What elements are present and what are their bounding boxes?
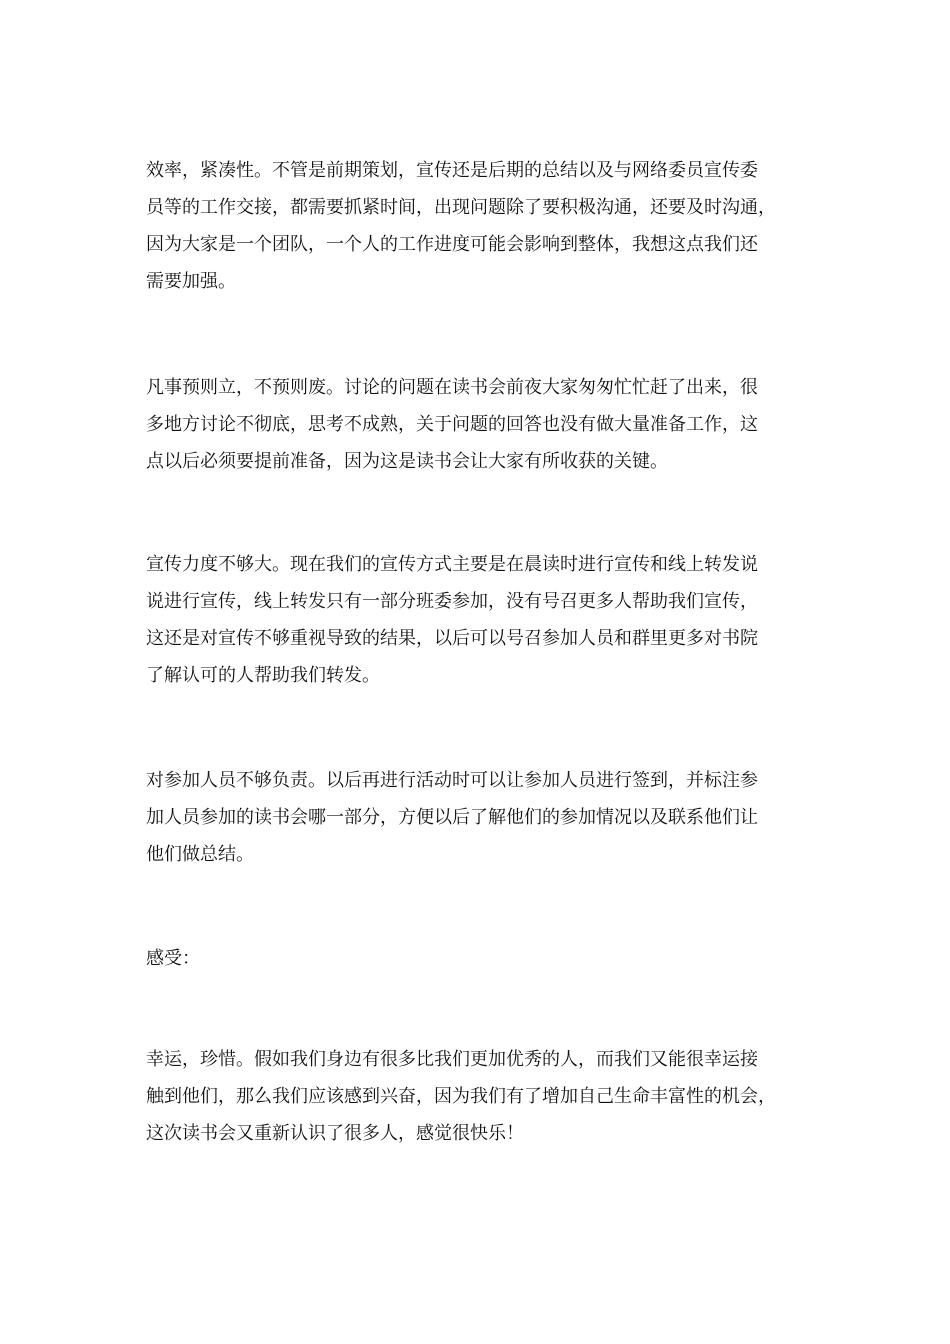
text-line: 幸运，珍惜。假如我们身边有很多比我们更加优秀的人，而我们又能很幸运接 [146,1049,758,1070]
text-line: 需要加强。 [146,271,236,292]
paragraph-responsibility [146,762,818,873]
text-line: 这次读书会又重新认识了很多人，感觉很快乐！ [146,1123,524,1144]
text-line: 因为大家是一个团队，一个人的工作进度可能会影响到整体，我想这点我们还 [146,234,758,255]
text-line: 说进行宣传，线上转发只有一部分班委参加，没有号召更多人帮助我们宣传， [146,591,758,612]
section-heading-feelings [146,940,818,977]
text-line: 加人员参加的读书会哪一部分，方便以后了解他们的参加情况以及联系他们让 [146,807,758,828]
text-line: 效率，紧凑性。不管是前期策划，宣传还是后期的总结以及与网络委员宣传委 [146,160,758,181]
text-line: 这还是对宣传不够重视导致的结果，以后可以号召参加人员和群里更多对书院 [146,628,758,649]
paragraph-preparation [146,369,818,480]
text-line: 点以后必须要提前准备，因为这是读书会让大家有所收获的关键。 [146,451,668,472]
paragraph-fortune [146,1041,818,1152]
text-line: 他们做总结。 [146,844,254,865]
text-line: 了解认可的人帮助我们转发。 [146,665,380,686]
paragraph-efficiency [146,152,818,300]
text-line: 员等的工作交接，都需要抓紧时间，出现问题除了要积极沟通，还要及时沟通， [146,197,776,218]
text-line: 多地方讨论不彻底，思考不成熟，关于问题的回答也没有做大量准备工作，这 [146,414,758,435]
paragraph-publicity [146,546,818,694]
text-line: 对参加人员不够负责。以后再进行活动时可以让参加人员进行签到，并标注参 [146,770,758,791]
text-line: 触到他们，那么我们应该感到兴奋，因为我们有了增加自己生命丰富性的机会， [146,1086,776,1107]
text-line: 感受： [146,948,200,969]
text-line: 凡事预则立，不预则废。讨论的问题在读书会前夜大家匆匆忙忙赶了出来，很 [146,377,758,398]
text-line: 宣传力度不够大。现在我们的宣传方式主要是在晨读时进行宣传和线上转发说 [146,554,758,575]
